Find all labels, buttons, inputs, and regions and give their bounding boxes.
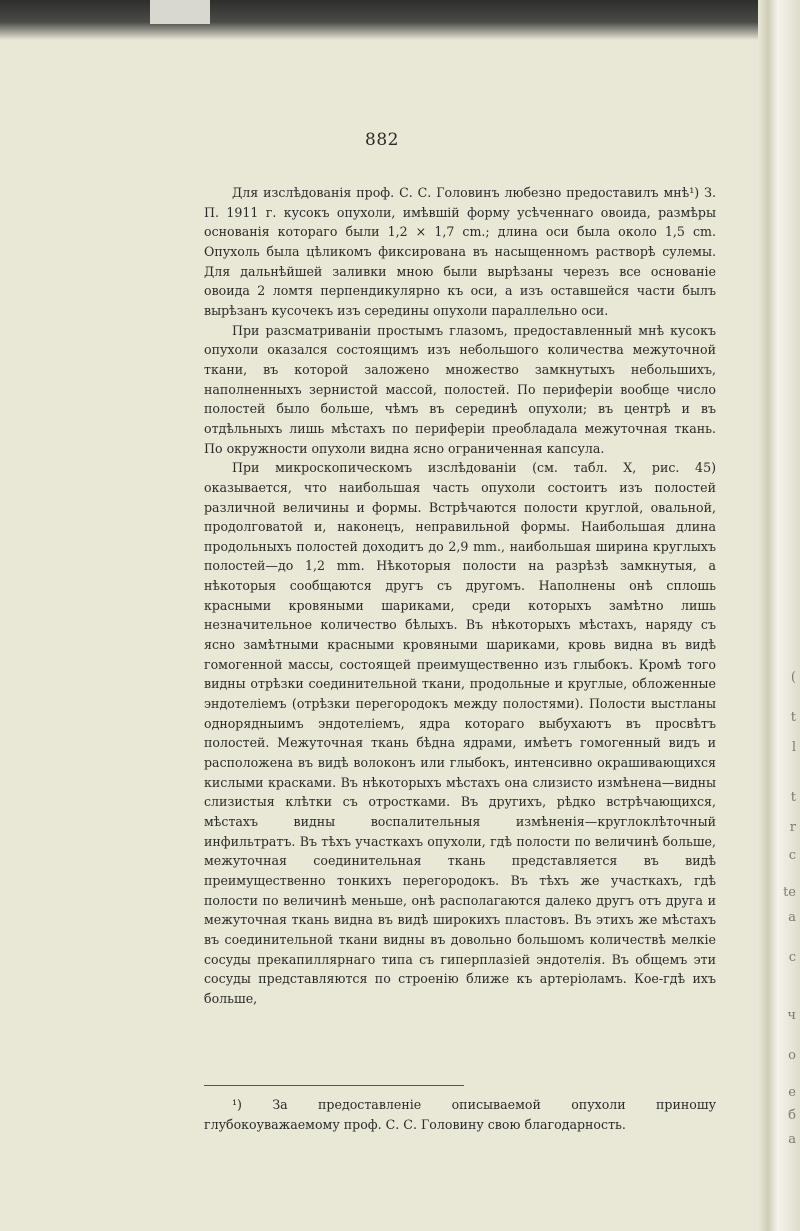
edge-fragment: t [790, 710, 796, 725]
edge-fragment: б [788, 1108, 796, 1123]
body-text [204, 183, 716, 1009]
edge-fragment: ч [787, 1008, 796, 1023]
footnote-text: За предоставленіе описываемой опухоли приношу глубокоуважаемому проф. С. С. Головину свою благодарность. [204, 1097, 716, 1132]
edge-fragment: a [788, 910, 796, 925]
edge-fragment: r [789, 820, 796, 835]
paragraph: При разсматриваніи простымъ глазомъ, предоставленный мнѣ кусокъ опухоли оказался состоящимъ изъ небольшого количества межуточной ткани, въ которой заложено множество замкнутыхъ небольшихъ, наполненныхъ зернистой массой, полостей. По периферіи вообще число полостей было больше, чѣмъ въ серединѣ опухоли; въ центрѣ и въ отдѣльныхъ лишь мѣстахъ по периферіи преобладала межуточная ткань. По окружности опухоли видна ясно ограниченная капсула. [204, 322, 716, 456]
edge-fragment: e [788, 1085, 796, 1100]
page-number: 882 [365, 130, 399, 150]
edge-fragment: ( [790, 670, 796, 685]
paragraph: Для изслѣдованія проф. С. С. Головинъ любезно предоставилъ мнѣ¹) З. П. 1911 г. кусокъ опухоли, имѣвшій форму усѣченнаго овоида, размѣры основанія котораго были 1,2 × 1,7 cm.; длина оси была около 1,5 cm. Опухоль была цѣликомъ фиксирована въ насыщенномъ растворѣ сулемы. Для дальнѣйшей заливки мною были вырѣзаны черезъ все основаніе овоида 2 ломтя перпендикулярно къ оси, а изъ оставшейся части былъ вырѣзанъ кусочекъ изъ середины опухоли параллельно оси. [204, 185, 716, 318]
edge-fragment: l [791, 740, 796, 755]
scan-top-shadow [0, 0, 800, 40]
edge-fragment: te [783, 885, 796, 900]
edge-fragment: c [788, 950, 796, 965]
footnote-divider [204, 1085, 464, 1086]
footnote-marker: ¹) [232, 1097, 242, 1112]
edge-fragment: t [790, 790, 796, 805]
footnote [204, 1095, 716, 1134]
scan-right-edge [758, 0, 800, 1231]
edge-fragment: c [788, 848, 796, 863]
edge-fragment: a [788, 1132, 796, 1147]
scan-light-patch [150, 0, 210, 24]
edge-fragment: o [788, 1048, 796, 1063]
paragraph: При микроскопическомъ изслѣдованіи (см. табл. X, рис. 45) оказывается, что наибольшая часть опухоли состоитъ изъ полостей различной величины и формы. Встрѣчаются полости круглой, овальной, продолговатой и, наконецъ, неправильной формы. Наибольшая длина продольныхъ полостей доходитъ до 2,9 mm., наибольшая ширина круглыхъ полостей—до 1,2 mm. Нѣкоторыя полости на разрѣзѣ замкнутыя, а нѣкоторыя сообщаются другъ съ другомъ. Наполнены онѣ сплошь красными кровяными шариками, среди которыхъ замѣтно лишь незначительное количество бѣлыхъ. Въ нѣкоторыхъ мѣстахъ, наряду съ ясно замѣтными красными кровяными шариками, кровь видна въ видѣ гомогенной массы, состоящей преимущественно изъ глыбокъ. Кромѣ того видны отрѣзки соединительной ткани, продольные и круглые, обложенные эндотеліемъ (отрѣзки перегородокъ между полостями). Полости выстланы однорядныимъ эндотеліемъ, ядра котораго выбухаютъ въ просвѣтъ полостей. Межуточная ткань бѣдна ядрами, имѣетъ гомогенный видъ и расположена въ видѣ волоконъ или глыбокъ, интенсивно окрашивающихся кислыми красками. Въ нѣкоторыхъ мѣстахъ она слизисто измѣнена—видны слизистыя клѣтки съ отростками. Въ другихъ, рѣдко встрѣчающихся, мѣстахъ видны воспалительныя измѣненія—круглоклѣточный инфильтратъ. Въ тѣхъ участкахъ опухоли, гдѣ полости по величинѣ больше, межуточная соединительная ткань представляется въ видѣ преимущественно тонкихъ перегородокъ. Въ тѣхъ же участкахъ, гдѣ полости по величинѣ меньше, онѣ располагаются далеко другъ отъ друга и межуточная ткань видна въ видѣ широкихъ пластовъ. Въ этихъ же мѣстахъ въ соединительной ткани видны въ довольно большомъ количествѣ мелкіе сосуды прекапиллярнаго типа съ гиперплазіей эндотелія. Въ общемъ эти сосуды представляются по строенію ближе къ артеріоламъ. Кое-гдѣ ихъ больше, [204, 460, 716, 1006]
